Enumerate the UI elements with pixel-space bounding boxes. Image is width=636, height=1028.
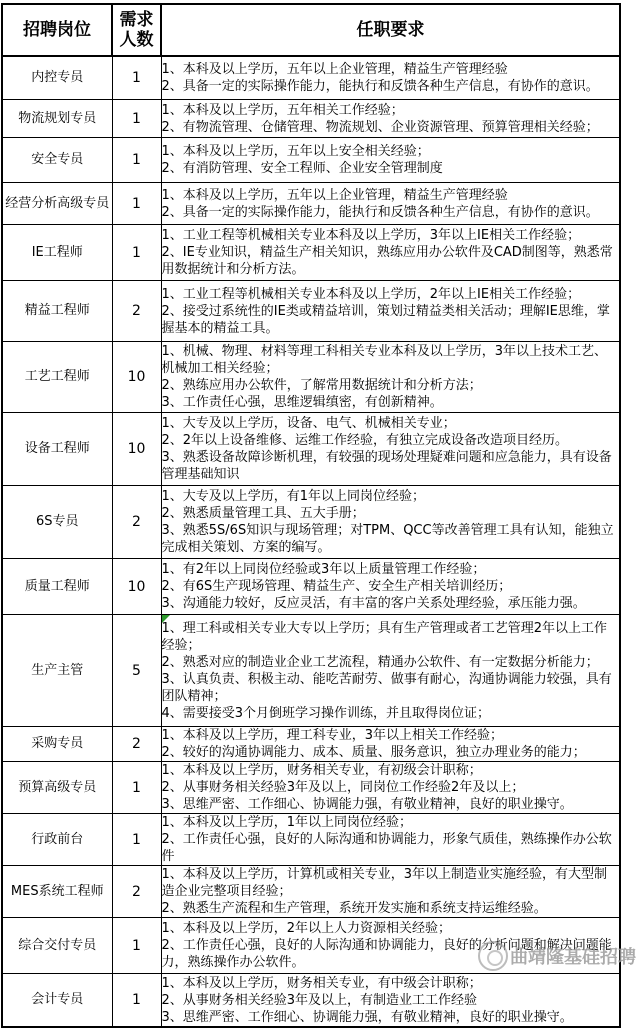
requirement-line: 1、工业工程等机械相关专业本科及以上学历，3年以上IE相关工作经验； [161,228,581,243]
requirements-cell [161,727,620,762]
requirement-line: 1、大专及以上学历，设备、电气、机械相关专业； [161,416,456,431]
requirements-cell [161,866,620,918]
headcount-cell: 1 [112,762,161,814]
position-cell: 行政前台 [2,814,112,866]
table-row [2,814,620,866]
headcount-cell: 1 [112,100,161,138]
position-cell: 内控专员 [2,56,112,100]
header-headcount: 需求人数 [112,4,161,56]
headcount-cell: 2 [112,866,161,918]
requirement-line: 1、本科及以上学历，2年以上人力资源相关经验； [161,921,452,936]
position-cell: 质量工程师 [2,559,112,615]
requirement-line: 1、理工科或相关专业大专以上学历；具有生产管理或者工艺管理2年以上工作经验； [161,620,608,653]
position-cell: 会计专员 [2,974,112,1028]
requirements-cell [161,100,620,138]
requirements-cell [161,342,620,413]
requirement-line: 1、大专及以上学历，有1年以上同岗位经验； [161,489,426,504]
headcount-cell: 10 [112,413,161,486]
requirements-cell [161,918,620,974]
requirements-cell [161,413,620,486]
requirements-cell [161,559,620,615]
headcount-cell: 2 [112,486,161,559]
table-row [2,974,620,1028]
headcount-cell: 1 [112,918,161,974]
requirements-cell [161,974,620,1028]
position-cell: 采购专员 [2,727,112,762]
requirement-line: 2、具备一定的实际操作能力，能执行和反馈各种生产信息，有协作的意识。 [161,79,599,94]
requirement-line: 3、思维严密、工作细心、协调能力强，有敬业精神，良好的职业操守。 [161,1009,573,1025]
requirement-line: 4、需要接受3个月倒班学习操作训练，并且取得岗位证； [161,705,491,721]
requirements-cell [161,183,620,225]
position-cell: 6S专员 [2,486,112,559]
requirement-line: 1、本科及以上学历，理工科专业，3年以上相关工作经验； [161,728,504,743]
requirement-line: 2、接受过系统性的IE类或精益培训，策划过精益类相关活动；理解IE思维，掌握基本的精益工具。 [161,303,610,336]
requirement-line: 3、熟悉设备故障诊断机理，有较强的现场处理疑难问题和应急能力，具有设备管理基础知识 [161,450,612,482]
headcount-cell: 2 [112,727,161,762]
requirement-line: 3、思维严密、工作细心、协调能力强，有敬业精神，良好的职业操守。 [161,797,573,812]
requirement-line: 2、具备一定的实际操作能力，能执行和反馈各种生产信息，有协作的意识。 [161,204,599,220]
headcount-cell: 1 [112,56,161,100]
table-row [2,615,620,727]
table-row [2,762,620,814]
requirement-line: 3、熟悉5S/6S知识与现场管理；对TPM、QCC等改善管理工具有认知，能独立完成相关策划、方案的编写。 [161,523,614,555]
requirement-line: 3、沟通能力较好，反应灵活，有丰富的客户关系处理经验，承压能力强。 [161,596,586,611]
requirement-line: 1、本科及以上学历，财务相关专业，有初级会计职称； [161,763,482,778]
header-position: 招聘岗位 [2,4,112,56]
requirement-line: 3、认真负责、积极主动、能吃苦耐劳、做事有耐心，沟通协调能力较强，具有团队精神； [161,671,612,704]
table-row [2,413,620,486]
requirement-line: 2、熟练应用办公软件，了解常用数据统计和分析方法； [161,378,482,393]
table-row [2,56,620,100]
headcount-cell: 1 [112,183,161,225]
header-requirements: 任职要求 [161,4,620,56]
requirement-line: 2、较好的沟通协调能力、成本、质量、服务意识，独立办理业务的能力； [161,745,586,760]
recruitment-table-sheet [1,3,621,1028]
headcount-cell: 1 [112,814,161,866]
headcount-cell: 1 [112,138,161,183]
requirement-line: 1、机械、物理、材料等理工科相关专业本科及以上学历，3年以上技术工艺、机械加工相关经验； [161,344,608,376]
table-row [2,342,620,413]
requirement-line: 2、从事财务相关经验3年及以上，同岗位工作经验2年及以上； [161,780,525,795]
requirement-line: 2、IE专业知识，精益生产相关知识，熟练应用办公软件及CAD制图等，熟悉常用数据统计和分析方法。 [161,245,613,277]
requirement-line: 2、熟悉对应的制造业企业工艺流程，精通办公软件、有一定数据分析能力； [161,654,599,670]
table-row [2,138,620,183]
position-cell: MES系统工程师 [2,866,112,918]
requirement-line: 3、工作责任心强，思维逻辑缜密，有创新精神。 [161,395,443,410]
headcount-cell: 10 [112,559,161,615]
watermark-text: 曲靖隆基硅招聘 [510,947,636,968]
requirements-cell [161,225,620,281]
table-row [2,486,620,559]
table-row [2,225,620,281]
requirement-line: 2、熟悉生产流程和生产管理，系统开发实施和系统支持运维经验。 [161,901,547,916]
requirements-cell [161,615,620,727]
table-row [2,281,620,342]
position-cell: 工艺工程师 [2,342,112,413]
position-cell: 综合交付专员 [2,918,112,974]
requirement-line: 2、有6S生产现场管理、精益生产、安全生产相关培训经历； [161,579,512,594]
table-row [2,918,620,974]
position-cell: 设备工程师 [2,413,112,486]
requirement-line: 2、从事财务相关经验3年及以上，有制造业工工作经验 [161,992,478,1008]
headcount-cell: 5 [112,615,161,727]
header-row [2,4,620,56]
requirements-cell [161,281,620,342]
excel-error-marker-icon [162,615,170,623]
requirement-line: 1、有2年以上同岗位经验或3年以上质量管理工作经验； [161,562,486,577]
requirements-cell [161,56,620,100]
position-cell: 安全专员 [2,138,112,183]
requirements-cell [161,138,620,183]
position-cell: 经营分析高级专员 [2,183,112,225]
requirements-cell [161,814,620,866]
requirement-line: 2、工作责任心强，良好的人际沟通和协调能力，形象气质佳，熟练操作办公软件 [161,832,612,864]
table-row [2,866,620,918]
headcount-cell: 10 [112,342,161,413]
requirement-line: 2、熟悉质量管理工具、五大手册； [161,506,365,521]
headcount-cell: 1 [112,225,161,281]
position-cell: IE工程师 [2,225,112,281]
position-cell: 生产主管 [2,615,112,727]
table-row [2,727,620,762]
requirement-line: 2、工作责任心强，良好的人际沟通和协调能力，良好的分析问题和解决问题能力，熟练操作办公软件。 [161,938,612,970]
headcount-cell: 2 [112,281,161,342]
table-row [2,100,620,138]
requirement-line: 1、本科及以上学历，五年以上企业管理，精益生产管理经验 [161,62,508,77]
requirement-line: 1、本科及以上学历，五年相关工作经验； [161,102,404,118]
requirements-cell [161,486,620,559]
job-table [1,3,621,1028]
requirement-line: 1、本科及以上学历，计算机或相关专业，3年以上制造业实施经验，有大型制造企业完整项目经验； [161,867,608,899]
requirement-line: 2、2年以上设备维修、运维工作经验，有独立完成设备改造项目经历。 [161,433,569,448]
table-row [2,183,620,225]
requirement-line: 2、有物流管理、仓储管理、物流规划、企业资源管理、预算管理相关经验； [161,119,599,135]
requirement-line: 1、本科及以上学历，五年以上企业管理，精益生产管理经验 [161,187,508,203]
headcount-cell: 1 [112,974,161,1028]
position-cell: 精益工程师 [2,281,112,342]
requirement-line: 1、本科及以上学历，财务相关专业，有中级会计职称； [161,975,482,991]
position-cell: 物流规划专员 [2,100,112,138]
requirements-cell [161,762,620,814]
requirement-line: 2、有消防管理、安全工程师、企业安全管理制度 [161,161,443,176]
requirement-line: 1、本科及以上学历，1年以上同岗位经验； [161,815,413,830]
position-cell: 预算高级专员 [2,762,112,814]
requirement-line: 1、工业工程等机械相关专业本科及以上学历，2年以上IE相关工作经验； [161,286,581,302]
table-row [2,559,620,615]
requirement-line: 1、本科及以上学历，五年以上安全相关经验； [161,144,430,159]
